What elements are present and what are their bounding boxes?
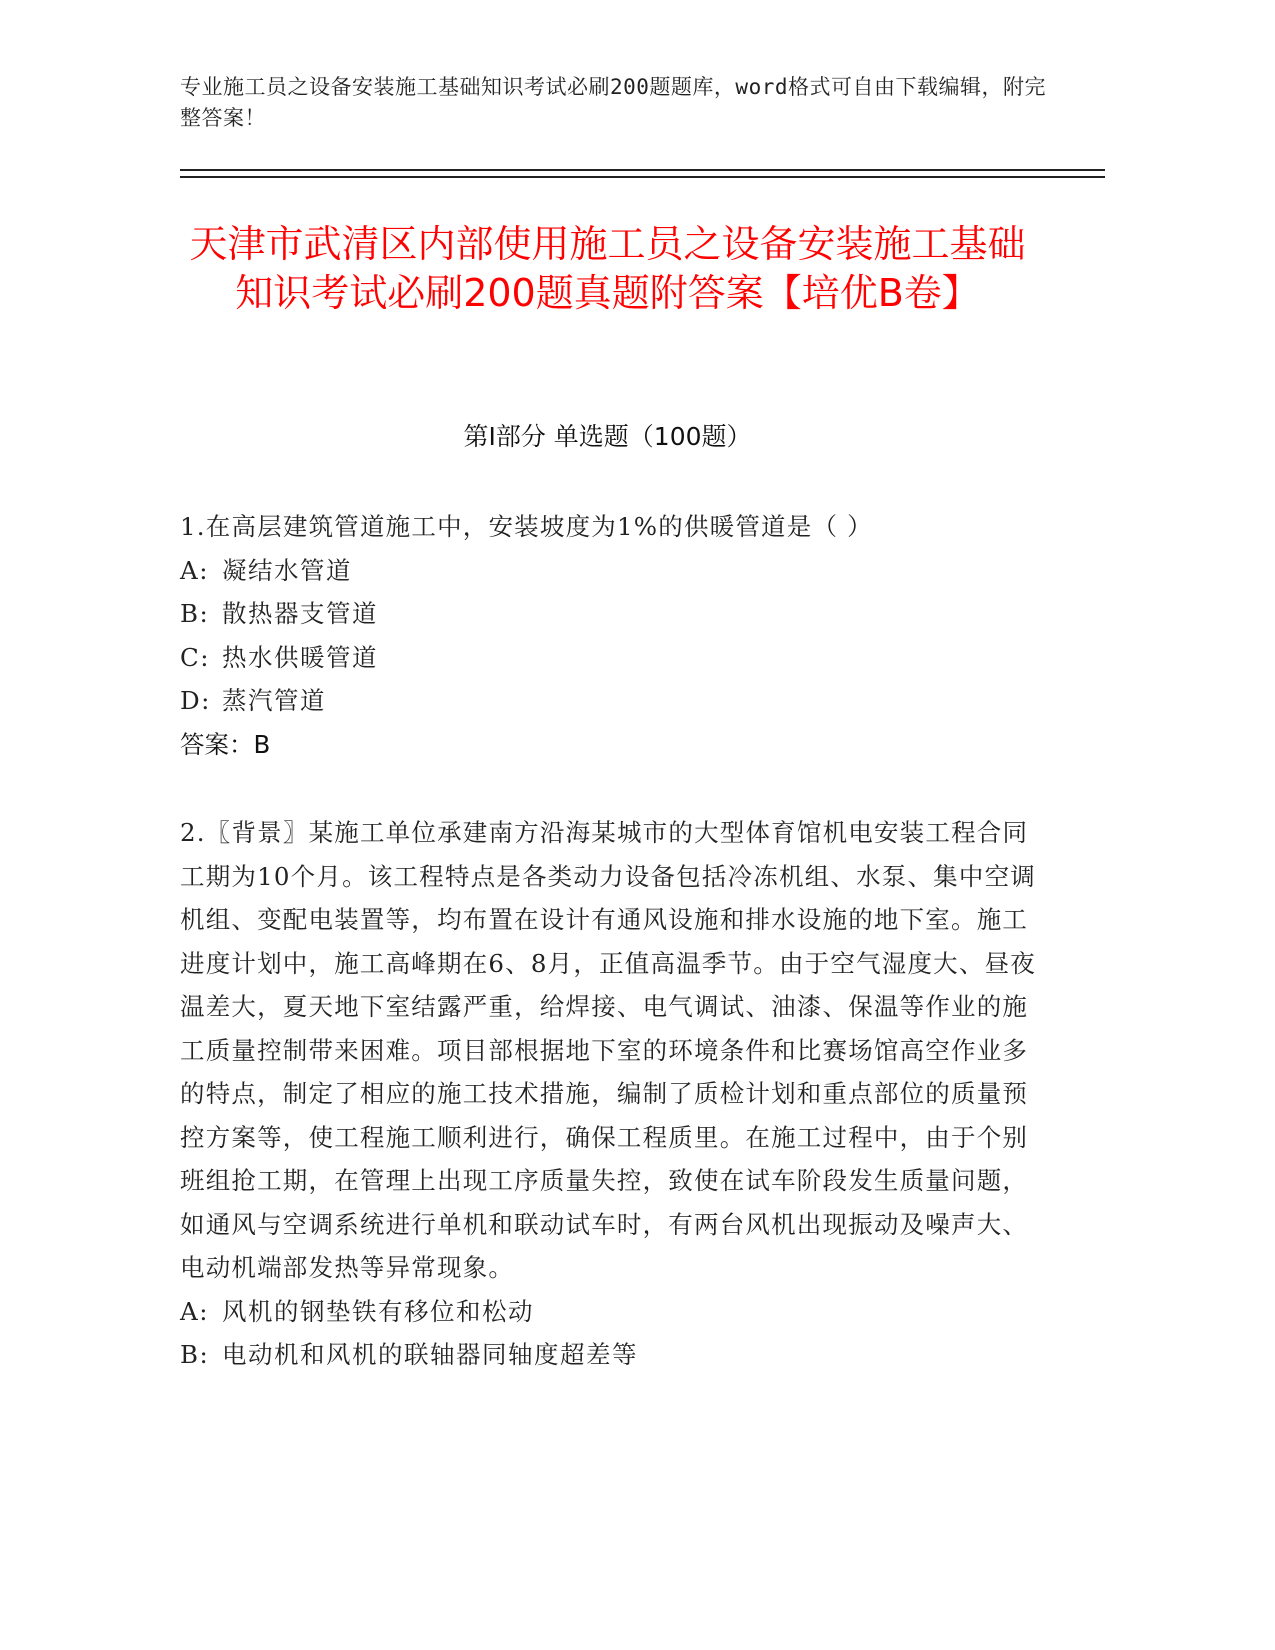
option-b: [180, 1333, 1040, 1377]
option-c: [180, 636, 1040, 680]
option-letter: D:: [180, 686, 211, 715]
option-text: 电动机和风机的联轴器同轴度超差等: [222, 1340, 638, 1369]
option-text: 风机的钢垫铁有移位和松动: [222, 1296, 534, 1326]
question-2: [180, 811, 1040, 1377]
header-divider-bottom: [180, 176, 1105, 178]
option-text: 蒸汽管道: [222, 686, 326, 715]
header-divider-top: [180, 169, 1105, 171]
option-letter: A:: [180, 1296, 209, 1326]
option-text: 凝结水管道: [222, 555, 352, 585]
question-stem: 1.在高层建筑管道施工中，安装坡度为1%的供暖管道是（ ）: [180, 512, 873, 541]
option-letter: B:: [180, 1340, 210, 1369]
section-heading: 第Ⅰ部分 单选题（100题）: [463, 422, 752, 451]
option-text: 散热器支管道: [222, 599, 378, 628]
option-a: [180, 549, 1040, 593]
question-stem: 2.〖背景〗某施工单位承建南方沿海某城市的大型体育馆机电安装工程合同工期为10个月。该工程特点是各类动力设备包括冷冻机组、水泵、集中空调机组、变配电装置等，均布置在设计有通风设施和排水设施的地下室。施工进度计划中，施工高峰期在6、8月，正值高温季节。由于空气湿度大、昼夜温差大，夏天地下室结露严重，给焊接、电气调试、油漆、保温等作业的施工质量控制带来困难。项目部根据地下室的环境条件和比赛场馆高空作业多的特点，制定了相应的施工技术措施，编制了质检计划和重点部位的质量预控方案等，使工程施工顺利进行，确保工程质里。在施工过程中，由于个别班组抢工期，在管理上出现工序质量失控，致使在试车阶段发生质量问题，如通风与空调系统进行单机和联动试车时，有两台风机出现振动及噪声大、电动机端部发热等异常现象。: [180, 818, 1036, 1282]
option-letter: C:: [180, 642, 211, 672]
answer-line: 答案：B: [180, 729, 271, 759]
option-letter: A:: [180, 555, 209, 585]
option-d: [180, 679, 1040, 723]
option-b: [180, 592, 1040, 636]
option-text: 热水供暖管道: [222, 642, 378, 672]
option-a: [180, 1290, 1040, 1334]
header-note: 专业施工员之设备安装施工基础知识考试必刷200题题库，word格式可自由下载编辑，附完整答案！: [180, 75, 1046, 130]
question-1: [180, 505, 1040, 766]
document-title: 天津市武清区内部使用施工员之设备安装施工基础知识考试必刷200题真题附答案【培优B卷】: [189, 222, 1026, 315]
option-letter: B:: [180, 599, 210, 628]
